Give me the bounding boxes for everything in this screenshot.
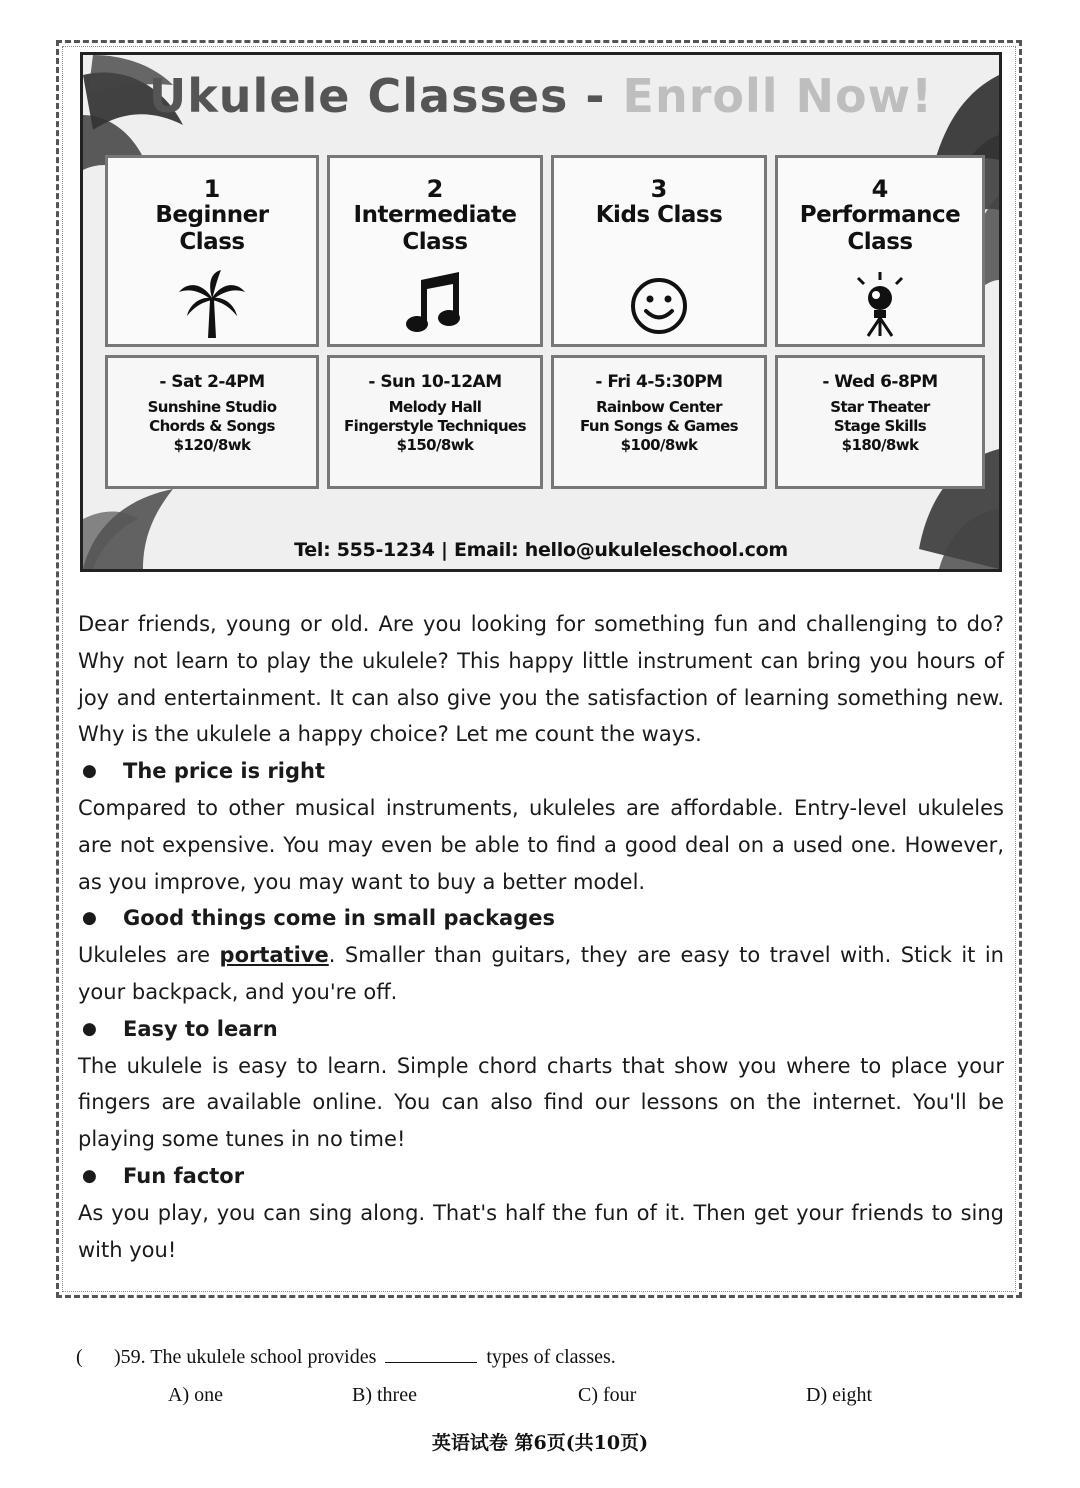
section-heading-easy: ● Easy to learn [78,1011,1004,1048]
class-name-line2: Class [179,229,245,255]
section-body-price: Compared to other musical instruments, ukuleles are affordable. Entry-level ukuleles are not expensive. You may even be able to find a good deal on a used one. However, as you improve, you may want to buy a better model. [78,795,1004,894]
question-59 [76,1346,616,1369]
section-heading-fun: ● Fun factor [78,1158,1004,1195]
class-price: $100/8wk [620,436,698,454]
class-focus: Fun Songs & Games [579,417,739,435]
answer-paren[interactable]: ( [76,1346,83,1368]
option-a[interactable]: A) one [168,1384,223,1406]
section-heading-small: ● Good things come in small packages [78,900,1004,937]
class-venue: Sunshine Studio [147,398,277,416]
underlined-word: portative [219,943,329,968]
class-venue: Star Theater [830,398,930,416]
question-text-end: types of classes. [486,1346,616,1368]
class-time: - Wed 6-8PM [822,372,938,392]
class-price: $150/8wk [396,436,474,454]
class-number: 1 [203,175,221,203]
answer-blank[interactable] [385,1346,477,1363]
class-name: Performance [799,202,961,228]
section-body-small: Ukuleles are portative. Smaller than guitars, they are easy to travel with. Stick it in your backpack, and you're off. [78,943,1004,1004]
class-venue: Melody Hall [388,398,482,416]
question-text: )59. The ukulele school provides [114,1346,377,1368]
class-card-kids [551,155,767,347]
spotlight-icon [850,272,910,338]
class-name-line2: Class [847,229,913,255]
smiley-face-icon [629,276,689,336]
intro-paragraph: Dear friends, young or old. Are you looking for something fun and challenging to do? Why not learn to play the ukulele? This happy little instrument can bring you hours of joy and entertainment. It can also give you the satisfaction of learning something new. Why is the ukulele a happy choice? Let me count the ways. [78,612,1004,747]
option-c[interactable]: C) four [578,1384,637,1406]
class-number: 4 [871,175,889,203]
option-b[interactable]: B) three [352,1384,417,1406]
class-name: Kids Class [595,202,723,228]
class-price: $120/8wk [173,436,251,454]
section-heading-price: ● The price is right [78,753,1004,790]
class-name: Beginner [155,202,269,228]
class-card-performance [775,155,985,347]
section-body-easy: The ukulele is easy to learn. Simple chord charts that show you where to place your fingers are available online. You can also find our lessons on the internet. You'll be playing some tunes in no time! [78,1053,1004,1152]
class-info-beginner [105,355,319,489]
class-time: - Fri 4-5:30PM [595,372,723,392]
class-info-intermediate [327,355,543,489]
contact-info: Tel: 555-1234 | Email: hello@ukuleleschool.com [294,539,788,561]
class-card-intermediate [327,155,543,347]
class-time: - Sun 10-12AM [368,372,502,392]
poster-title: Ukulele Classes - Enroll Now! [148,69,934,123]
music-note-icon [405,272,465,334]
class-focus: Stage Skills [833,417,927,435]
class-poster [80,52,1002,572]
class-focus: Fingerstyle Techniques [344,417,526,435]
class-info-performance [775,355,985,489]
article-body [78,606,1004,1268]
class-name-line2: Class [402,229,468,255]
palm-tree-icon [177,270,247,340]
page-footer: 英语试卷 第6页(共10页) [431,1432,649,1454]
class-focus: Chords & Songs [149,417,275,435]
class-card-beginner [105,155,319,347]
class-number: 2 [426,175,444,203]
class-name: Intermediate [353,202,517,228]
class-number: 3 [650,175,668,203]
section-body-fun: As you play, you can sing along. That's half the fun of it. Then get your friends to sing with you! [78,1200,1004,1262]
class-info-kids [551,355,767,489]
option-d[interactable]: D) eight [806,1384,873,1406]
class-venue: Rainbow Center [596,398,722,416]
class-price: $180/8wk [841,436,919,454]
class-time: - Sat 2-4PM [159,372,265,392]
